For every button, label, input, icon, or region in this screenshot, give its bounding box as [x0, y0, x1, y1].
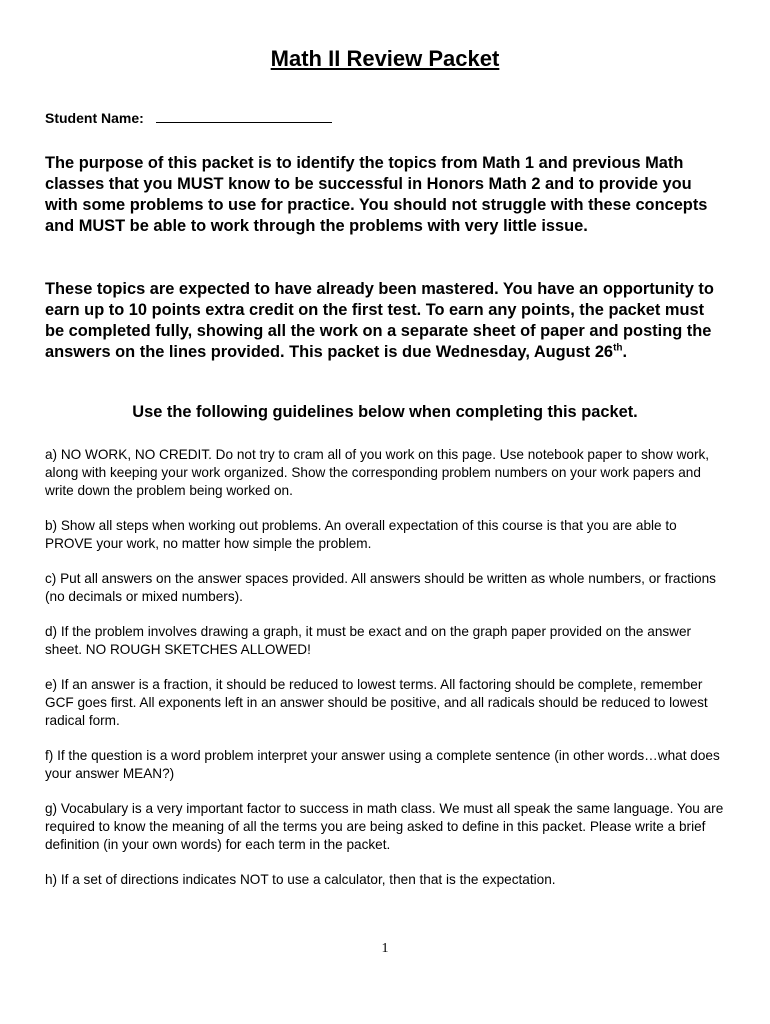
guidelines-list — [45, 446, 725, 906]
topics-paragraph-end: . — [622, 343, 628, 361]
guideline-item-f: f) If the question is a word problem interpret your answer using a complete sentence (in other words…what does your answer MEAN?) — [45, 748, 720, 781]
guideline-item-g: g) Vocabulary is a very important factor to success in math class. We must all speak the same language. You are required to know the meaning of all the terms you are being asked to define in this packet. Please write a brief definition (in your own words) for each term in the packet. — [45, 801, 724, 852]
student-name-label: Student Name: — [45, 110, 144, 126]
guideline-item-h: h) If a set of directions indicates NOT to use a calculator, then that is the expectation. — [45, 872, 556, 887]
guideline-item-c: c) Put all answers on the answer spaces provided. All answers should be written as whole numbers, or fractions (no decimals or mixed numbers). — [45, 571, 716, 604]
ordinal-suffix: th — [613, 342, 623, 354]
guideline-item-e: e) If an answer is a fraction, it should be reduced to lowest terms. All factoring should be complete, remember GCF goes first. All exponents left in an answer should be positive, and all radicals should be reduced to lowest radical form. — [45, 677, 708, 728]
guideline-item-b: b) Show all steps when working out problems. An overall expectation of this course is that you are able to PROVE your work, no matter how simple the problem. — [45, 518, 677, 551]
guideline-item-d: d) If the problem involves drawing a graph, it must be exact and on the graph paper provided on the answer sheet. NO ROUGH SKETCHES ALLOWED! — [45, 624, 692, 657]
purpose-paragraph: The purpose of this packet is to identify the topics from Math 1 and previous Math classes that you MUST know to be successful in Honors Math 2 and to provide you with some problems to use for practice. You should not struggle with these concepts and MUST be able to work through the problems with very little issue. — [45, 154, 708, 235]
guidelines-heading: Use the following guidelines below when completing this packet. — [132, 403, 638, 421]
page-title: Math II Review Packet — [270, 46, 500, 71]
topics-paragraph-text: These topics are expected to have already been mastered. You have an opportunity to earn up to 10 points extra credit on the first test. To earn any points, the packet must be completed fully, showing all the work on a separate sheet of paper and posting the answers on the lines provided. This packet is due Wednesday, August 26 — [45, 280, 714, 361]
student-name-blank — [156, 110, 332, 123]
student-name-row — [45, 110, 332, 126]
guideline-item-a: a) NO WORK, NO CREDIT. Do not try to cram all of you work on this page. Use notebook paper to show work, along with keeping your work organized. Show the corresponding problem numbers on your work papers and write down the problem being worked on. — [45, 447, 710, 498]
page-number: 1 — [381, 941, 389, 956]
topics-paragraph — [45, 279, 725, 363]
